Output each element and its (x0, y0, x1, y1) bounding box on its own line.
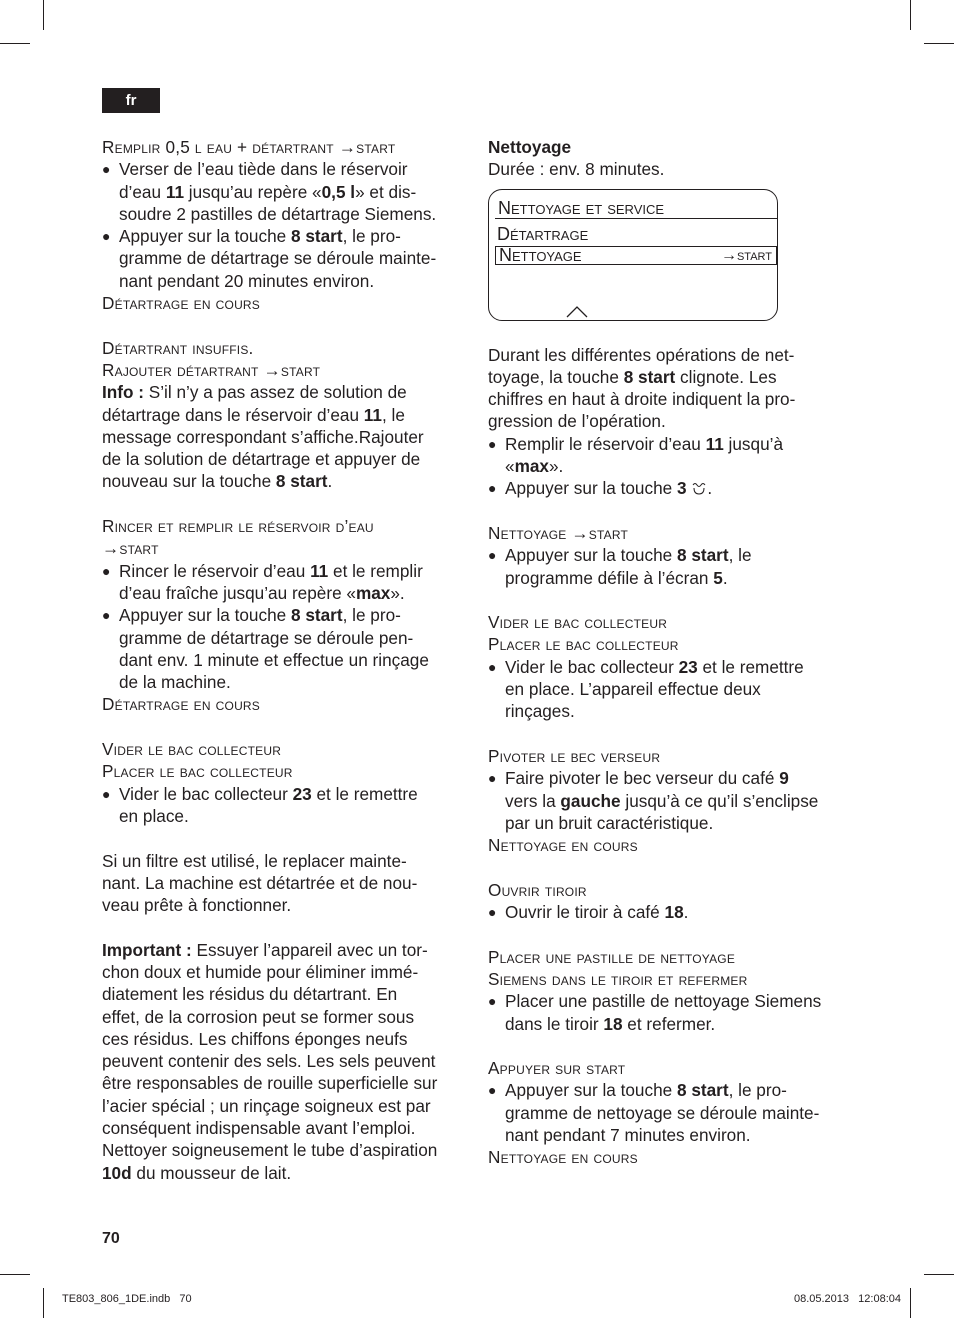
paragraph: Si un filtre est utilisé, le replacer mainte- nant. La machine est détartrée et de nou- veau prête à fonctionner. (102, 850, 418, 916)
display-message: Placer le bac collecteur (488, 634, 679, 655)
crop-mark (0, 43, 30, 44)
screen-title: Nettoyage et service (495, 198, 777, 219)
duration-text: Durée : env. 8 minutes. (488, 159, 665, 180)
list-item: ● Rincer le réservoir d’eau 11 et le remplir d’eau fraîche jusqu’au repère «max». (102, 560, 470, 605)
list-item: ● Vider le bac collecteur 23 et le remettre en place. (102, 783, 470, 828)
display-message: Détartrage en cours (102, 694, 261, 715)
crop-mark (910, 1288, 911, 1318)
list-item: ● Placer une pastille de nettoyage Siemens dans le tiroir 18 et refermer. (488, 990, 858, 1035)
crop-mark (0, 1274, 30, 1275)
display-message: Remplir 0,5 l eau + détartrant →start (102, 137, 396, 157)
display-message: Siemens dans le tiroir et refermer (488, 968, 748, 989)
list-item: ● Faire pivoter le bec verseur du café 9 vers la gauche jusqu’à ce qu’il s’enclipse par un bruit caractéristique. (488, 767, 858, 834)
crop-mark (43, 1288, 44, 1318)
page-number: 70 (102, 1230, 120, 1247)
crop-mark (924, 1274, 954, 1275)
language-tab: fr (102, 88, 160, 113)
left-column (102, 136, 470, 1184)
list-item: ● Remplir le réservoir d’eau 11 jusqu’à «max». (488, 433, 858, 478)
list-item: ● Appuyer sur la touche 8 start, le pro- gramme de détartrage se déroule pen- dant env. 1 minute et effectue un rinçage de la machine. (102, 604, 470, 693)
display-message: Pivoter le bec verseur (488, 745, 661, 766)
screen-menu-item-selected: Nettoyage →start (495, 246, 777, 265)
list-item: ● Appuyer sur la touche 8 start, le pro- gramme de détartrage se déroule mainte- nant pendant 20 minutes environ. (102, 225, 470, 292)
section-heading: Nettoyage (488, 137, 572, 157)
display-message: Nettoyage →start (488, 522, 629, 543)
chevron-up-icon (566, 306, 588, 318)
footer-file: TE803_806_1DE.indb 70 (62, 1293, 192, 1305)
display-message: Placer une pastille de nettoyage (488, 946, 736, 967)
important-paragraph: Important : Essuyer l’appareil avec un tor- chon doux et humide pour éliminer immé- diatement les résidus du détartrant. En effet, de la corrosion peut se former sous ces résidus. Les chiffons éponges neufs peuvent contenir des sels. Les sels peuvent être responsables de rouille superficielle sur l’acier spécial ; un rinçage soigneux est par conséquent indispensable avant l’emploi. Nettoyer soigneusement le tube d’aspiration 10d du mousseur de lait. (102, 939, 438, 1183)
display-message: Détartrant insuffis. (102, 337, 254, 358)
list-item: ● Vider le bac collecteur 23 et le remettre en place. L’appareil effectue deux rinçages. (488, 656, 858, 723)
paragraph: Durant les différentes opérations de net- toyage, la touche 8 start clignote. Les chiffres en haut à droite indiquent la pro- gression de l’opération. (488, 344, 796, 432)
display-message: Détartrage en cours (102, 293, 261, 314)
display-message: Rincer et remplir le réservoir d’eau (102, 516, 374, 537)
list-item: ● Appuyer sur la touche 8 start, le programme défile à l’écran 5. (488, 544, 858, 589)
list-item: ● Appuyer sur la touche 8 start, le pro- gramme de nettoyage se déroule mainte- nant pendant 7 minutes environ. (488, 1079, 858, 1146)
display-message: Appuyer sur start (488, 1058, 626, 1079)
list-item: ● Verser de l’eau tiède dans le réservoir d’eau 11 jusqu’au repère «0,5 l» et dis- soudre 2 pastilles de détartrage Siemens. (102, 158, 470, 225)
steam-icon (691, 481, 707, 495)
display-message: Nettoyage en cours (488, 1147, 638, 1168)
list-item: ● Ouvrir le tiroir à café 18. (488, 901, 858, 923)
info-paragraph: Info : S’il n’y a pas assez de solution de détartrage dans le réservoir d’eau 11, le message correspondant s’affiche.Rajouter de la solution de détartrage et appuyer de nouveau sur la touche 8 start. (102, 382, 424, 492)
list-item: ● Appuyer sur la touche 3 . (488, 477, 858, 499)
crop-mark (924, 43, 954, 44)
display-message: Placer le bac collecteur (102, 761, 293, 782)
display-message: →start (102, 538, 159, 559)
right-column (488, 136, 858, 1169)
display-message: Vider le bac collecteur (488, 612, 668, 633)
crop-mark (910, 0, 911, 30)
display-message: Vider le bac collecteur (102, 739, 282, 760)
footer-date: 08.05.2013 12:08:04 (793, 1293, 901, 1305)
screen-menu-item: Détartrage (497, 223, 589, 244)
crop-mark (43, 0, 44, 30)
display-message: Ouvrir tiroir (488, 879, 587, 900)
display-screen (488, 189, 778, 321)
display-message: Nettoyage en cours (488, 835, 638, 856)
display-message: Rajouter détartrant →start (102, 359, 321, 380)
